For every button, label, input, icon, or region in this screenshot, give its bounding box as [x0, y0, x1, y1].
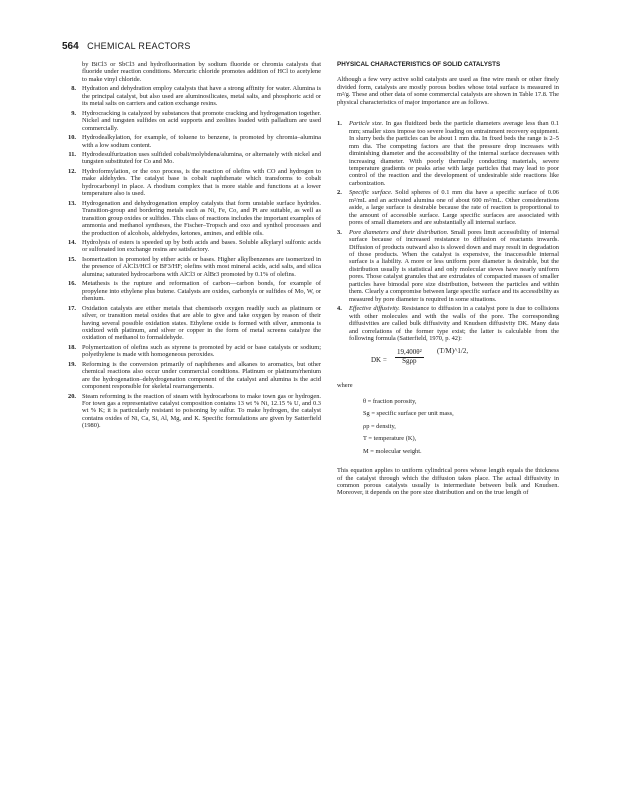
item-number: 2.: [337, 189, 342, 197]
where-label: where: [337, 382, 353, 390]
page-number: 564: [62, 41, 79, 52]
item-text: Hydrodealkylation, for example, of toluene to benzene, is promoted by chromia–alumina with a low sodium content.: [82, 134, 321, 149]
closing-paragraph: This equation applies to uniform cylindrical pores whose length equals the thickness of the catalyst through which the diffusion takes place. The actual diffusivity in common porous catalysts usually is intermediate between bulk and Knudsen. Moreover, it depends on the pore size distribution and on the true length of: [337, 467, 559, 497]
item-number: 9.: [71, 109, 76, 117]
item-number: 13.: [68, 199, 76, 207]
item-text: Small pores limit accessibility of internal surface because of increased resistance to diffusion of reactants inwards. Diffusion of products outward also is slowed down and may result in degradation of those products. When the catalyst is expensive, the inaccessible internal surface is a liability. A more or less uniform pore diameter is desirable, but the distribution usually is statistical and only molecular sieves have nearly uniform pores. Those catalyst granules that are extrudates of compacted masses of smaller particles have bimodal pore size distribution, between the particles and within them. Clearly a compromise between large specific surface and its accessibility as measured by pore diameter is required in some situations.: [349, 228, 559, 303]
catalyst-list: [62, 85, 321, 429]
variable-definitions: [363, 398, 559, 455]
item-text: Hydrogenation and dehydrogenation employ catalysts that form unstable surface hydrides. Transition-group and bordering metals such as Ni, Fe, Co, and Pt are suitable, as well as transition group oxides or sulfides. This class of reactions includes the important examples of ammonia and methanol syntheses, the Fischer–Tropsch and oxo and synthol processes and the production of alcohols, aldehydes, ketones, amines, and edible oils.: [82, 199, 321, 237]
list-item: [62, 393, 321, 430]
definition: Sg = specific surface per unit mass,: [363, 410, 454, 418]
continued-paragraph: by BiCl3 or SbCl3 and hydrofluorination by sodium fluoride or chromia catalysts that fluoride under reaction conditions. Mercuric chloride promotes addition of HCl to acetylene to make vinyl chloride.: [82, 61, 321, 83]
list-item: [62, 85, 321, 107]
item-text: Hydrodesulfurization uses sulfided cobalt/molybdena/alumina, or alternately with nickel and tungsten substituted for Co and Mo.: [82, 150, 321, 166]
item-text: Metathesis is the rupture and reformation of carbon—carbon bonds, for example of propylene into ethylene plus butene. Catalysts are oxides, carbonyls or sulfides of Mo, W, or rhenium.: [82, 280, 321, 303]
item-term: Particle size.: [349, 120, 384, 128]
formula-denominator: Sgρp: [402, 356, 417, 365]
item-number: 12.: [68, 167, 76, 175]
list-item: [62, 151, 321, 166]
list-item: [62, 200, 321, 237]
list-item: [62, 168, 321, 198]
list-item: [62, 256, 321, 278]
knudsen-formula: [337, 348, 559, 378]
definition: M = molecular weight.: [363, 447, 422, 455]
list-item: [337, 189, 559, 226]
item-term: Effective diffusivity.: [349, 305, 400, 313]
item-text: Hydroformylation, or the oxo process, is the reaction of olefins with CO and hydrogen to make aldehydes. The catalyst base is cobalt naphthenate which transforms to cobalt hydrocarbonyl in place. A rhodium complex that is more stable and functions at a lower temperature also is used.: [82, 167, 321, 198]
list-item: [337, 305, 559, 342]
section-heading: PHYSICAL CHARACTERISTICS OF SOLID CATALYSTS: [337, 61, 501, 68]
running-header: [62, 41, 191, 52]
formula-fraction: [395, 349, 424, 365]
list-item: [62, 110, 321, 132]
formula-suffix: ,: [466, 347, 469, 356]
item-text: Isomerization is promoted by either acids or bases. Higher alkylbenzenes are isomerized in the presence of AlCl3/HCl or BF3/HF; olefins with most mineral acids, acid salts, and silica alumina; saturated hydrocarbons with AlCl3 or AlBr3 promoted by 0.1% of olefins.: [82, 255, 321, 278]
formula-numerator: 19,400θ²: [397, 348, 422, 357]
formula-factor: [437, 348, 468, 355]
item-number: 18.: [68, 343, 76, 351]
item-number: 14.: [68, 238, 76, 246]
chapter-title: CHEMICAL REACTORS: [87, 41, 191, 51]
item-number: 10.: [68, 134, 76, 142]
item-number: 15.: [68, 255, 76, 263]
list-item: [62, 239, 321, 254]
left-column: [62, 61, 321, 432]
item-number: 11.: [68, 150, 76, 158]
list-item: [62, 361, 321, 391]
item-text: Hydrocracking is catalyzed by substances that promote cracking and hydrogenation together. Nickel and tungsten sulfides on acid supports and zeolites loaded with palladium are used commercially.: [82, 109, 321, 132]
definition: ρp = density,: [363, 422, 396, 430]
item-term: Specific surface.: [349, 189, 393, 197]
item-number: 17.: [68, 304, 76, 312]
list-item: [62, 344, 321, 359]
definition: θ = fraction porosity,: [363, 397, 417, 405]
list-item: [337, 229, 559, 304]
list-item: [62, 305, 321, 342]
definition: T = temperature (K),: [363, 435, 417, 443]
item-number: 4.: [337, 305, 342, 313]
item-text: In gas fluidized beds the particle diameters average less than 0.1 mm; smaller sizes impose too severe loading on entrainment recovery equipment. In slurry beds the particles can be about 1 mm dia. In fixed beds the range is 2–5 mm dia. The competing factors are that the pressure drop increases with diminishing diameter and the accessibility of the internal surface decreases with increasing diameter. With poorly thermally conducting materials, severe temperature gradients or peaks arise with large particles that may lead to poor control of the reaction and the development of undesirable side reactions like carbonization.: [349, 120, 559, 187]
item-number: 8.: [71, 85, 76, 93]
list-item: [337, 120, 559, 187]
item-text: Steam reforming is the reaction of steam with hydrocarbons to make town gas or hydrogen. For town gas a representative catalyst composition contains 13 wt % Ni, 12.15 % U, and 0.3 wt % K; it is particularly resistant to poisoning by sulfur. To make hydrogen, the catalyst contains oxides of Ni, Ca, Si, Al, Mg, and K. Specific formulations are given by Satterfield (1980).: [82, 392, 321, 430]
section-intro: Although a few very active solid catalysts are used as fine wire mesh or other finely divided form, catalysts are mostly porous bodies whose total surface is measured in m²/g. These and other data of some commercial catalysts are shown in Table 17.8. The physical characteristics of major importance are as follows.: [337, 76, 559, 106]
list-item: [62, 280, 321, 302]
item-number: 3.: [337, 228, 342, 236]
item-number: 19.: [68, 360, 76, 368]
item-term: Pore diameters and their distribution.: [349, 228, 449, 236]
item-text: Reforming is the conversion primarily of naphthenes and alkanes to aromatics, but other chemical reactions also occur under commercial conditions. Platinum or platinum/rhenium are the hydrogenation–dehydrogenation component of the catalyst and alumina is the acid component responsible for skeletal rearrangements.: [82, 360, 321, 391]
item-number: 1.: [337, 120, 342, 128]
item-text: Hydration and dehydration employ catalysts that have a strong affinity for water. Alumina is the principal catalyst, but also used are aluminosilicates, metal salts, and phosphoric acid or its metal salts on carriers and cation exchange resins.: [82, 85, 321, 108]
characteristics-list: [337, 120, 559, 342]
item-text: Solid spheres of 0.1 mm dia have a specific surface of 0.06 m²/mL and an activated alumina one of about 600 m²/mL. Other considerations aside, a large surface is desirable because the rate of reaction is proportional to the amount of accessible surface. Large specific surfaces are associated with pores of small diameters and are substantially all internal surface.: [349, 189, 559, 227]
item-text: Resistance to diffusion in a catalyst pore is due to collisions with other molecules and with the walls of the pore. The corresponding diffusivities are called bulk diffusivity and Knudsen diffusivity DK. Many data and correlations of the former type exist; the latter is calculable from the following formula (Satterfield, 1970, p. 42):: [349, 305, 559, 342]
item-text: Hydrolysis of esters is speeded up by both acids and bases. Soluble alkylaryl sulfonic acids or sulfonated ion exchange resins are satisfactory.: [82, 238, 321, 254]
item-number: 16.: [68, 280, 76, 288]
formula-factor-text: (T/M)^1/2: [437, 347, 467, 356]
item-text: Oxidation catalysts are either metals that chemisorb oxygen readily such as platinum or silver, or transition metal oxides that are able to give and take oxygen by reason of their having several possible oxidation states. Ethylene oxide is formed with silver, ammonia is oxidized with platinum, and silver or copper in the form of metal screens catalyze the oxidation of methanol to formaldehyde.: [82, 304, 321, 342]
item-number: 20.: [68, 392, 76, 400]
formula-lhs: DK =: [371, 356, 387, 365]
item-text: Polymerization of olefins such as styrene is promoted by acid or base catalysts or sodium; polyethylene is made with homogeneous peroxides.: [82, 343, 321, 359]
right-column: [337, 61, 559, 497]
list-item: [62, 134, 321, 149]
